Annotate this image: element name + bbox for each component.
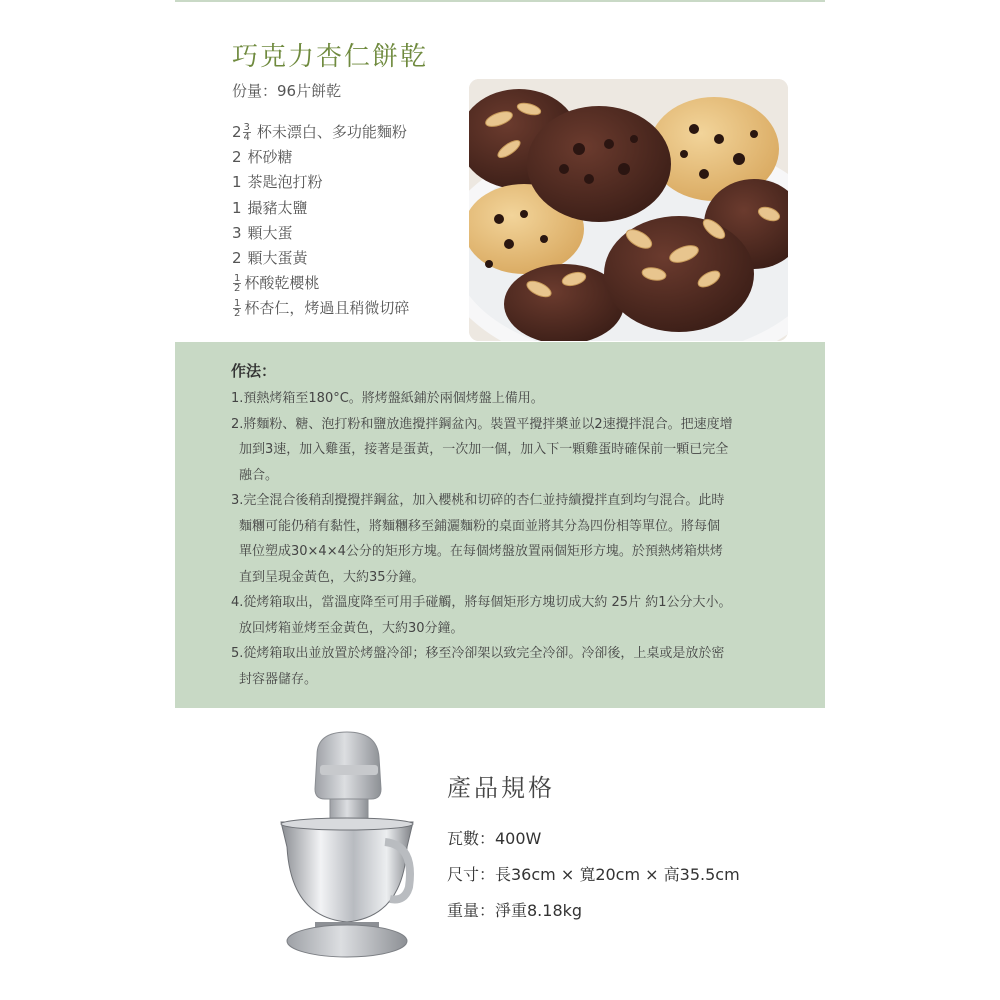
- ingredient-quantity: [232, 170, 242, 195]
- method-step-line: 融合。: [239, 467, 279, 483]
- ingredient-text: 杯未漂白、多功能麵粉: [256, 123, 407, 141]
- method-step-line: 放回烤箱並烤至金黃色，大約30分鐘。: [239, 620, 464, 636]
- method-panel: [175, 342, 825, 708]
- ingredient-quantity: [232, 299, 241, 318]
- ingredient-item: [232, 170, 409, 195]
- method-heading: 作法：: [231, 362, 277, 380]
- ingredient-item: [232, 145, 409, 170]
- fraction-numerator: 1: [234, 298, 241, 310]
- ingredient-whole: 1: [232, 173, 242, 192]
- method-step: [231, 386, 801, 412]
- ingredient-item: [232, 296, 409, 321]
- ingredient-text: 杯酸乾櫻桃: [244, 274, 320, 293]
- ingredient-quantity: [232, 246, 242, 271]
- method-step-line: 麵糰可能仍稍有黏性，將麵糰移至鋪灑麵粉的桌面並將其分為四份相等單位。將每個: [239, 518, 721, 534]
- cookie-plate-photo: [469, 79, 788, 341]
- method-step: [231, 590, 801, 641]
- ingredient-quantity: [232, 145, 242, 170]
- ingredient-item: [232, 120, 409, 145]
- method-step-line: 5.從烤箱取出並放置於烤盤冷卻；移至冷卻架以致完全冷卻。冷卻後，上桌或是放於密: [231, 646, 725, 661]
- ingredient-text: 顆大蛋: [247, 223, 293, 242]
- method-step: [231, 488, 801, 590]
- ingredient-quantity: [232, 196, 242, 221]
- spec-weight: 重量：淨重8.18kg: [447, 901, 583, 920]
- method-step-line: 加到3速，加入雞蛋，接著是蛋黃，一次加一個，加入下一顆雞蛋時確保前一顆已完全: [239, 442, 729, 457]
- fraction-denominator: 2: [234, 308, 241, 320]
- ingredient-text: 杯砂糖: [247, 148, 293, 167]
- ingredient-text: 茶匙泡打粉: [247, 173, 323, 192]
- ingredient-whole: 3: [232, 223, 242, 242]
- method-step-line: 直到呈現金黃色，大約35分鐘。: [239, 569, 425, 585]
- ingredient-text: 撮豬太鹽: [247, 198, 308, 217]
- spec-wattage: 瓦數：400W: [447, 829, 542, 848]
- ingredient-item: [232, 196, 409, 221]
- spec-dimensions: 尺寸：長36cm × 寬20cm × 高35.5cm: [447, 865, 740, 884]
- ingredient-text: 顆大蛋黃: [247, 248, 308, 267]
- fraction-denominator: 2: [234, 283, 241, 295]
- method-step-line: 1.預熱烤箱至180°C。將烤盤紙鋪於兩個烤盤上備用。: [231, 391, 544, 406]
- method-step-line: 3.完全混合後稍刮攪攪拌鋼盆，加入櫻桃和切碎的杏仁並持續攪拌直到均勻混合。此時: [231, 493, 725, 508]
- fraction-denominator: 4: [243, 132, 250, 144]
- method-step-line: 2.將麵粉、糖、泡打粉和鹽放進攪拌鋼盆內。裝置平攪拌槳並以2速攪拌混合。把速度增: [231, 416, 733, 432]
- fraction-numerator: 1: [234, 273, 241, 285]
- method-step-line: 4.從烤箱取出，當溫度降至可用手碰觸，將每個矩形方塊切成大約 25片 約1公分大小。: [231, 595, 732, 610]
- method-step-line: 單位塑成30×4×4公分的矩形方塊。在每個烤盤放置兩個矩形方塊。於預熱烤箱烘烤: [239, 544, 723, 559]
- ingredient-quantity: [232, 221, 242, 246]
- fraction-numerator: 3: [243, 122, 250, 134]
- top-divider: [175, 0, 825, 2]
- ingredient-whole: 1: [232, 198, 242, 217]
- ingredient-quantity: [232, 120, 251, 145]
- method-step: [231, 641, 801, 692]
- ingredient-item: [232, 221, 409, 246]
- ingredient-fraction: [243, 123, 251, 142]
- ingredient-fraction: [233, 274, 241, 293]
- ingredient-whole: 2: [232, 248, 242, 267]
- specs-title: 產品規格: [447, 774, 555, 802]
- method-step-line: 封容器儲存。: [239, 671, 318, 687]
- ingredient-item: [232, 271, 409, 296]
- ingredient-fraction: [233, 299, 241, 318]
- ingredient-whole: 2: [232, 123, 242, 141]
- ingredient-list: [232, 120, 409, 322]
- ingredient-quantity: [232, 274, 241, 293]
- method-step: [231, 412, 801, 489]
- serving-size: 份量：96片餅乾: [232, 82, 342, 100]
- stand-mixer-image: [275, 727, 420, 965]
- ingredient-item: [232, 246, 409, 271]
- ingredient-text: 杯杏仁，烤過且稍微切碎: [244, 299, 410, 318]
- method-steps: [231, 386, 801, 692]
- ingredient-whole: 2: [232, 148, 242, 167]
- recipe-title: 巧克力杏仁餅乾: [232, 42, 429, 72]
